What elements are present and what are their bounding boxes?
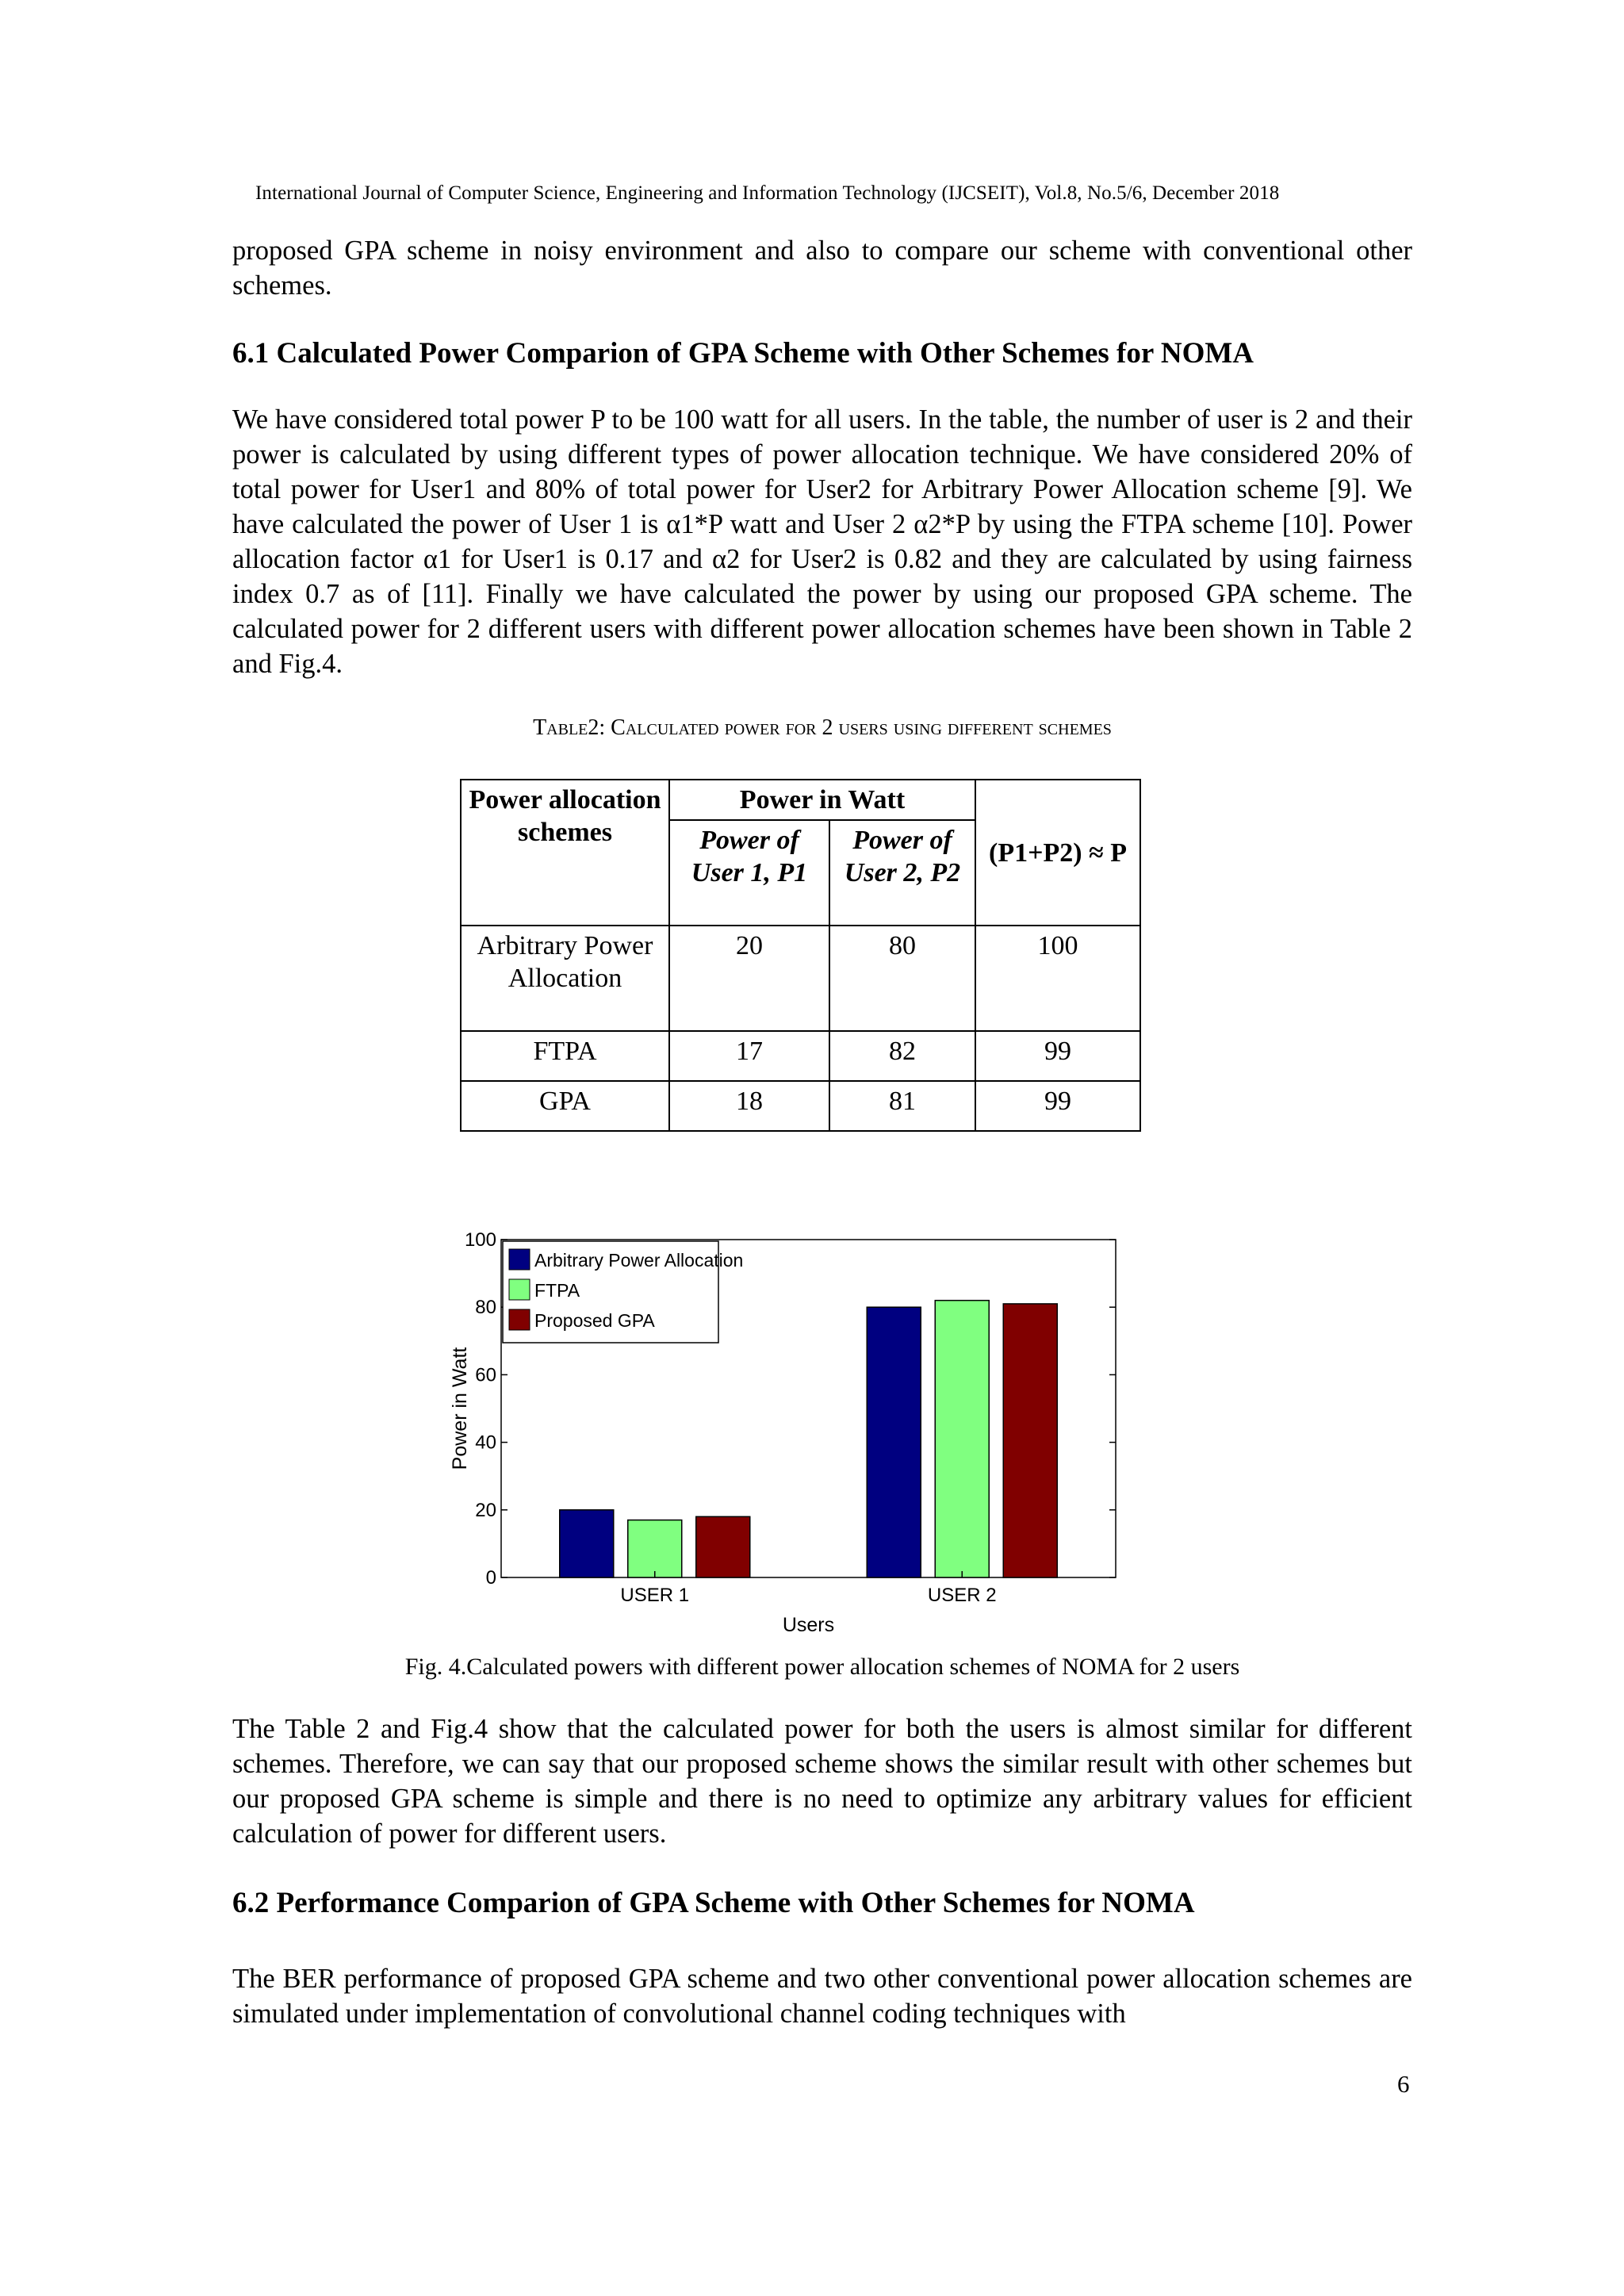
legend-swatch	[509, 1279, 530, 1300]
row-p1: 20	[669, 926, 829, 1031]
table-row	[461, 1031, 1140, 1081]
section-6-1-title: 6.1 Calculated Power Comparion of GPA Scheme with Other Schemes for NOMA	[232, 337, 1254, 370]
running-header: International Journal of Computer Science, Engineering and Information Technology (IJCSEIT), Vol.8, No.5/6, December 2018	[255, 182, 1280, 204]
header-p1: Power of User 1, P1	[669, 820, 829, 926]
row-p2: 81	[829, 1081, 975, 1131]
row-sum: 100	[975, 926, 1140, 1031]
legend-swatch	[509, 1309, 530, 1330]
row-sum: 99	[975, 1031, 1140, 1081]
bar	[1003, 1304, 1057, 1577]
header-p2: Power of User 2, P2	[829, 820, 975, 926]
table-header-row	[461, 780, 1140, 820]
bar	[935, 1301, 989, 1577]
x-axis-label: Users	[782, 1614, 835, 1634]
header-scheme: Power allocation schemes	[461, 780, 669, 926]
bar-chart	[444, 1221, 1142, 1634]
section-6-1-paragraph	[232, 402, 1412, 681]
legend-label: FTPA	[534, 1280, 580, 1301]
row-scheme: Arbitrary Power Allocation	[461, 926, 669, 1031]
y-axis-label: Power in Watt	[449, 1347, 471, 1470]
y-tick-label: 100	[464, 1229, 496, 1251]
row-scheme: GPA	[461, 1081, 669, 1131]
discussion-paragraph: The Table 2 and Fig.4 show that the calculated power for both the users is almost similar for different schemes. Therefore, we can say that our proposed scheme shows the similar result with other schemes but our proposed GPA scheme is simple and there is no need to optimize any arbitrary values for efficient calculation of power for different users.	[232, 1714, 1412, 1849]
x-tick-label: USER 2	[927, 1585, 997, 1606]
bar	[867, 1307, 921, 1577]
legend-label: Arbitrary Power Allocation	[534, 1250, 744, 1271]
y-tick-label: 40	[475, 1432, 496, 1454]
section-6-1-text: We have considered total power P to be 100 watt for all users. In the table, the number of user is 2 and their power is calculated by using different types of power allocation technique. We have considered 20% of total power for User1 and 80% of total power for User2 for Arbitrary Power Allocation scheme [9]. We have calculated the power of User 1 is α1*P watt and User 2 α2*P by using the FTPA scheme [10]. Power allocation factor α1 for User1 is 0.17 and α2 for User2 is 0.82 and they are calculated by using fairness index 0.7 as of [11]. Finally we have calculated the power by using our proposed GPA scheme. The calculated power for 2 different users with different power allocation schemes have been shown in Table 2 and Fig.4.	[232, 404, 1412, 679]
row-p1: 18	[669, 1081, 829, 1131]
legend-label: Proposed GPA	[534, 1310, 655, 1331]
bar	[696, 1516, 750, 1577]
row-scheme: FTPA	[461, 1031, 669, 1081]
y-tick-label: 0	[485, 1567, 496, 1589]
row-sum: 99	[975, 1081, 1140, 1131]
y-tick-label: 60	[475, 1364, 496, 1386]
intro-paragraph: proposed GPA scheme in noisy environment and also to compare our scheme with conventional other schemes.	[232, 236, 1412, 301]
row-p2: 82	[829, 1031, 975, 1081]
table-2-caption-text: Table2: Calculated power for 2 users using different schemes	[533, 715, 1112, 740]
row-p1: 17	[669, 1031, 829, 1081]
page-number: 6	[1397, 2070, 1410, 2098]
row-p2: 80	[829, 926, 975, 1031]
figure-4-caption: Fig. 4.Calculated powers with different power allocation schemes of NOMA for 2 users	[404, 1654, 1240, 1680]
table-row	[461, 1081, 1140, 1131]
section-6-2-paragraph: The BER performance of proposed GPA scheme and two other conventional power allocation schemes are simulated under implementation of convolutional channel coding techniques with	[232, 1964, 1412, 2029]
header-sum: (P1+P2) ≈ P	[975, 780, 1140, 926]
header-power-in-watt: Power in Watt	[669, 780, 975, 820]
table-row	[461, 926, 1140, 1031]
legend-swatch	[509, 1249, 530, 1270]
bar	[628, 1520, 682, 1577]
section-6-2-title: 6.2 Performance Comparion of GPA Scheme with Other Schemes for NOMA	[232, 1887, 1195, 1919]
table-2	[460, 779, 1141, 1132]
table-2-caption	[232, 715, 1412, 741]
x-tick-label: USER 1	[620, 1585, 690, 1606]
y-tick-label: 20	[475, 1499, 496, 1521]
y-tick-label: 80	[475, 1297, 496, 1319]
bar	[560, 1510, 614, 1577]
